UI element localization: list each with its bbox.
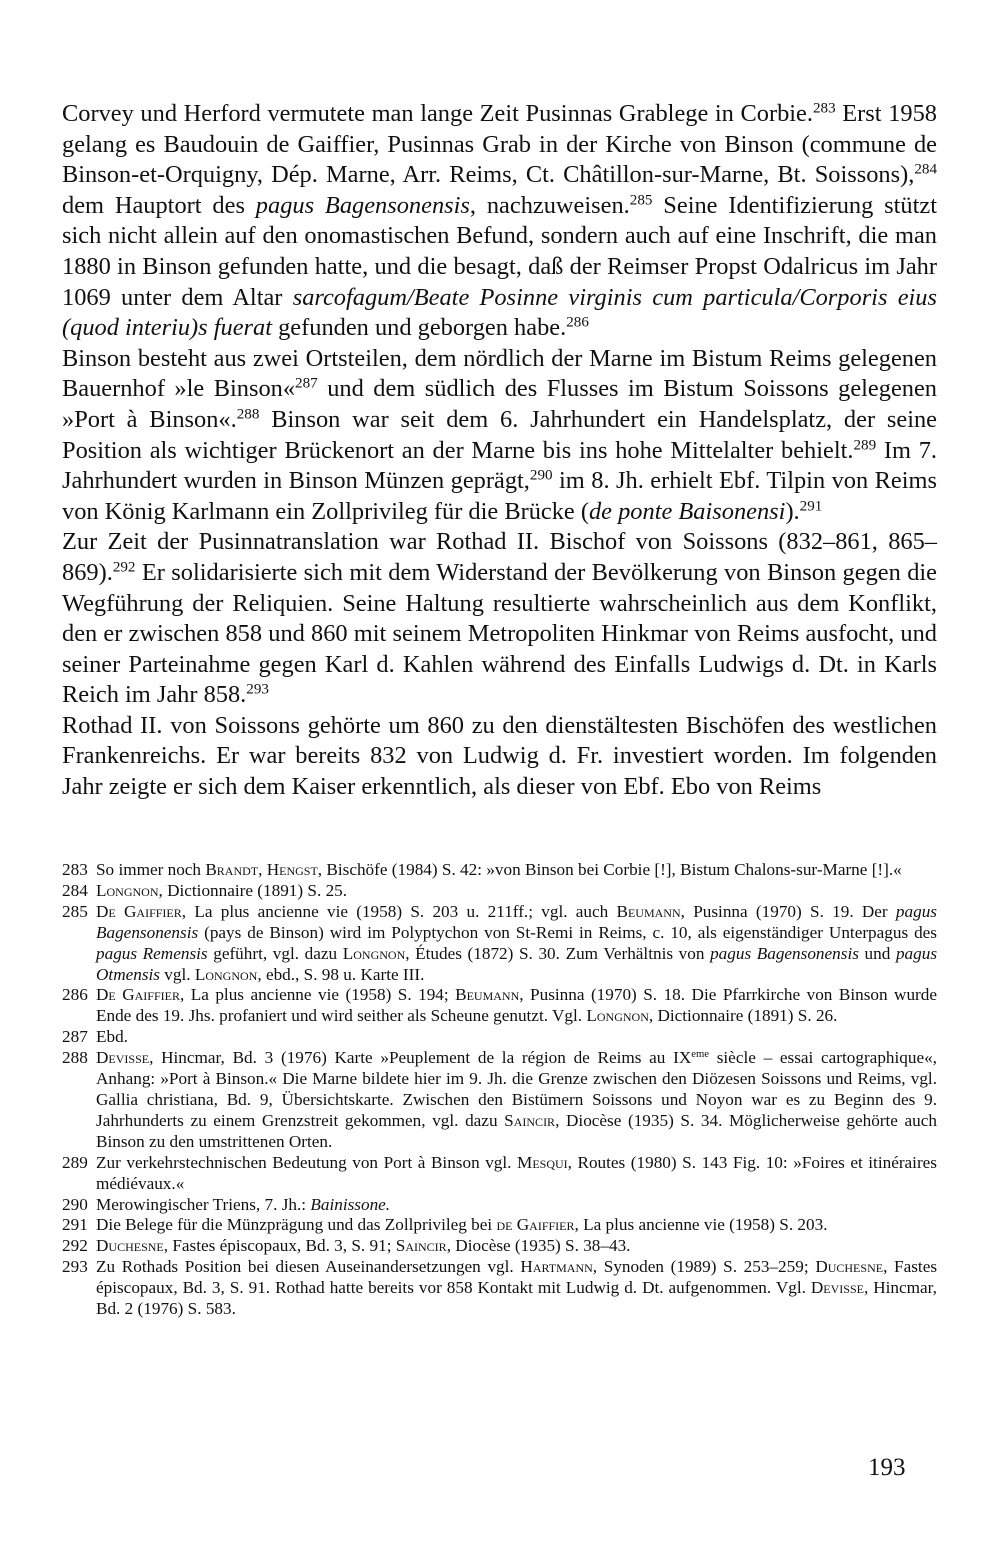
footnote-291 <box>62 1215 937 1236</box>
footnote-text: So immer noch <box>96 860 206 879</box>
paragraph-3 <box>62 527 937 711</box>
footnote-289 <box>62 1153 937 1195</box>
body-italic: pagus Bagensonensis <box>255 191 470 219</box>
footnote-ref: 288 <box>236 406 260 423</box>
body-text: im 8. Jh. erhielt Ebf. Tilpin von Reims von König Karlmann ein Zollprivileg für die Brücke ( <box>62 467 937 525</box>
footnote-text: Die Belege für die Münzprägung und das Zollprivileg bei <box>96 1215 497 1235</box>
author-name: Brandt, Hengst <box>205 860 318 879</box>
footnote-text: Zu Rothads Position bei diesen Auseinandersetzungen vgl. <box>96 1257 521 1277</box>
author-name: Longnon <box>96 880 159 900</box>
footnote-italic: pagus Remensis <box>96 943 208 963</box>
footnote-text: , Synoden (1989) S. 253–259; <box>592 1257 816 1277</box>
body-text: Erst 1958 gelang es Baudouin de Gaiffier, Pusinnas Grab in der Kirche von Binson (commune de Binson-et-Orquigny, Dép. Marne, Arr. Reims, Ct. Châtillon-sur-Marne, Bt. Soissons), <box>62 100 937 189</box>
footnote-287 <box>62 1027 937 1048</box>
footnote-ref: 286 <box>566 314 589 331</box>
footnote-text: , Hincmar, Bd. 3 (1976) Karte »Peuplement de la région de Reims au IX <box>149 1048 692 1068</box>
paragraph-4 <box>62 711 937 803</box>
footnote-number: 293 <box>62 1257 88 1277</box>
footnote-text: , Diocèse (1935) S. 38–43. <box>446 1236 631 1256</box>
footnote-text: , La plus ancienne vie (1958) S. 203 u. 211ff.; vgl. auch <box>181 901 617 921</box>
footnote-text: , Hincmar, Bd. 2 (1976) S. 583. <box>96 1278 937 1319</box>
body-text: Corvey und Herford vermutete man lange Zeit Pusinnas Grablege in Corbie. <box>62 100 813 127</box>
body-text: Rothad II. von Soissons gehörte um 860 zu den dienstältesten Bischöfen des westlichen Frankenreichs. Er war bereits 832 von Ludwig d. Fr. investiert worden. Im folgenden Jahr zeigte er sich dem Kaiser erkenntlich, als dieser von Ebf. Ebo von Reims <box>62 711 937 801</box>
author-name: Saincir <box>504 1110 556 1130</box>
footnote-text: , ebd., S. 98 u. Karte III. <box>257 964 425 984</box>
body-italic: de ponte Baisonensi <box>588 497 786 525</box>
footnote-number: 287 <box>62 1027 88 1047</box>
footnote-ref: 292 <box>112 559 136 576</box>
footnote-290 <box>62 1195 937 1216</box>
footnote-text: geführt, vgl. dazu <box>207 943 343 963</box>
footnote-285 <box>62 902 937 986</box>
footnotes <box>62 860 937 1320</box>
footnote-italic: pagus Bagensonensis <box>710 943 859 963</box>
footnote-text: Zur verkehrstechnischen Bedeutung von Port à Binson vgl. <box>96 1152 518 1172</box>
footnote-ref: 289 <box>853 437 877 454</box>
footnote-ref: 291 <box>799 498 823 515</box>
page-number: 193 <box>868 1454 906 1481</box>
paragraph-1 <box>62 99 937 344</box>
author-name: Longnon <box>586 1006 649 1026</box>
author-name: Longnon <box>194 964 258 984</box>
body-text: Zur Zeit der Pusinnatranslation war Rothad II. Bischof von Soissons (832–861, 865–869). <box>62 528 937 586</box>
footnote-text: , Dictionnaire (1891) S. 25. <box>158 880 348 900</box>
footnote-text: siècle – essai cartographique«, Anhang: »Port à Binson.« Die Marne bildete hier im 9. Jh. die Grenze zwischen den Diözesen Soissons und Reims, vgl. Gallia christiana, Bd. 9, Übersichtskarte. Zwischen den Bistümern Soissons und Noyon war es zu Beginn des 9. Jahrhunderts zu einem Grenzstreit gekommen, vgl. dazu <box>96 1048 937 1130</box>
body-text: ). <box>785 497 800 525</box>
footnote-text: , La plus ancienne vie (1958) S. 194; <box>179 985 456 1005</box>
footnote-284 <box>62 881 937 902</box>
footnote-number: 286 <box>62 985 88 1005</box>
footnote-text: Merowingischer Triens, 7. Jh.: <box>96 1194 311 1214</box>
footnote-text: , Pusinna (1970) S. 19. Der <box>680 901 896 921</box>
footnote-number: 285 <box>62 901 88 921</box>
footnote-number: 289 <box>62 1152 88 1172</box>
footnote-text: und <box>858 943 896 963</box>
author-name: De Gaiffier <box>96 985 180 1005</box>
author-name: Devisse <box>810 1278 864 1298</box>
body-text: Im 7. Jahrhundert wurden in Binson Münzen geprägt, <box>62 436 937 495</box>
footnote-number: 291 <box>62 1215 88 1235</box>
footnote-286 <box>62 985 937 1027</box>
author-name: Beumann <box>616 901 681 921</box>
footnote-text: , Fastes épiscopaux, Bd. 3, S. 91. Rothad hatte bereits vor 858 Kontakt mit Ludwig d. Dt. aufgenommen. Vgl. <box>96 1257 938 1298</box>
main-text <box>62 99 937 803</box>
body-text: Er solidarisierte sich mit dem Widerstand der Bevölkerung von Binson gegen die Wegführung der Reliquien. Seine Haltung resultierte wahrscheinlich aus dem Konflikt, den er zwischen 858 und 860 mit seinem Metropoliten Hinkmar von Reims ausfocht, und seiner Parteinahme gegen Karl d. Kahlen während des Einfalls Ludwigs d. Dt. in Karls Reich im Jahr 858. <box>62 558 937 709</box>
body-text: Seine Identifizierung stützt sich nicht allein auf den onomastischen Befund, sondern auch auf eine Inschrift, die man 1880 in Binson gefunden hatte, und die besagt, daß der Reimser Propst Odalricus im Jahr 1069 unter dem Altar <box>62 191 937 311</box>
footnote-ref: 284 <box>914 161 937 178</box>
footnote-ref: 285 <box>629 192 653 209</box>
footnote-ref: eme <box>691 1049 709 1061</box>
author-name: Duchesne <box>96 1236 164 1256</box>
footnote-text: Ebd. <box>96 1027 128 1047</box>
body-text: gefunden und geborgen habe. <box>272 314 567 342</box>
author-name: De Gaiffier <box>96 901 182 921</box>
author-name: Saincir <box>395 1236 447 1256</box>
footnote-288 <box>62 1048 937 1153</box>
author-name: de Gaiffier <box>496 1215 575 1235</box>
footnote-292 <box>62 1236 937 1257</box>
footnote-italic: Bainissone. <box>310 1194 391 1214</box>
footnote-number: 288 <box>62 1048 88 1068</box>
body-text: und dem südlich des Flusses im Bistum Soissons gelegenen »Port à Binson«. <box>62 375 937 433</box>
footnote-number: 290 <box>62 1194 88 1214</box>
body-text: Binson besteht aus zwei Ortsteilen, dem nördlich der Marne im Bistum Reims gelegenen Bauernhof »le Binson« <box>62 344 937 403</box>
author-name: Duchesne <box>815 1257 884 1277</box>
footnote-ref: 287 <box>295 376 318 393</box>
footnote-text: (pays de Binson) wird im Polyptychon von St-Remi in Reims, c. 10, als eigenständiger Unterpagus des <box>198 922 937 942</box>
footnote-ref: 293 <box>246 681 269 698</box>
footnote-text: , Bischöfe (1984) S. 42: »von Binson bei Corbie [!], Bistum Chalons-sur-Marne [!].« <box>317 860 902 879</box>
footnote-text: , Diocèse (1935) S. 34. Möglicherweise gehörte auch Binson zu den umstrittenen Orten. <box>96 1110 937 1151</box>
body-text: Binson war seit dem 6. Jahrhundert ein Handelsplatz, der seine Position als wichtiger Brückenort an der Marne bis ins hohe Mittelalter behielt. <box>62 405 938 464</box>
author-name: Longnon <box>342 943 406 963</box>
footnote-number: 292 <box>62 1236 88 1256</box>
paragraph-2 <box>62 344 937 528</box>
footnote-italic: pagus Otmensis <box>96 943 938 984</box>
footnote-283 <box>62 860 937 881</box>
author-name: Devisse <box>96 1048 150 1068</box>
footnote-text: , Fastes épiscopaux, Bd. 3, S. 91; <box>163 1236 396 1256</box>
author-name: Hartmann <box>520 1257 593 1277</box>
footnote-ref: 283 <box>812 100 836 117</box>
footnote-text: , Études (1872) S. 30. Zum Verhältnis von <box>405 943 711 963</box>
author-name: Beumann <box>455 985 520 1005</box>
footnote-text: , Dictionnaire (1891) S. 26. <box>648 1006 838 1026</box>
footnote-number: 283 <box>62 860 88 879</box>
footnote-ref: 290 <box>529 467 553 484</box>
footnote-italic: pagus Bagensonensis <box>96 901 937 942</box>
footnote-text: , Routes (1980) S. 143 Fig. 10: »Foires et itinéraires médiévaux.« <box>96 1152 937 1193</box>
footnote-text: vgl. <box>159 964 195 984</box>
footnote-text: , Pusinna (1970) S. 18. Die Pfarrkirche von Binson wurde Ende des 19. Jhs. profaniert und wird seither als Scheune genutzt. Vgl. <box>96 985 937 1026</box>
footnote-number: 284 <box>62 880 88 900</box>
body-text: dem Hauptort des <box>62 191 256 219</box>
footnote-text: , La plus ancienne vie (1958) S. 203. <box>574 1215 828 1235</box>
author-name: Mesqui <box>517 1152 568 1172</box>
footnote-293 <box>62 1257 937 1320</box>
body-text: , nachzuweisen. <box>469 191 630 219</box>
body-italic: sarcofagum/Beate Posinne virginis cum particula/Corporis eius (quod interiu)s fuerat <box>62 283 937 342</box>
